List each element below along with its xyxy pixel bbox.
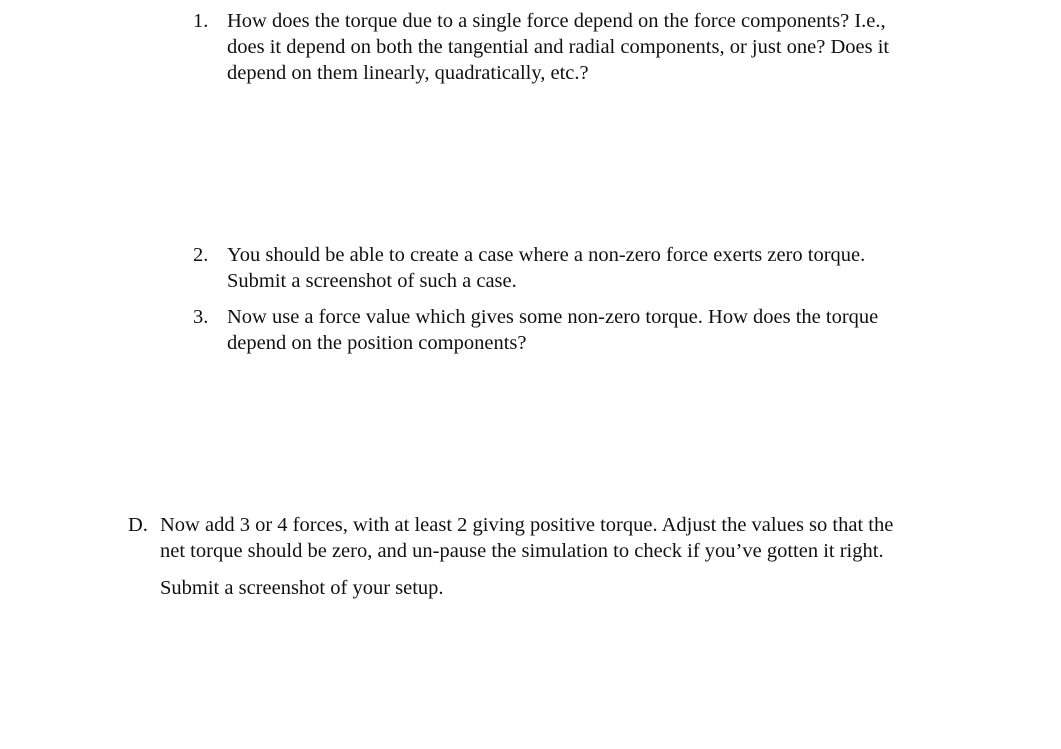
question-line: depend on the position components? bbox=[227, 332, 527, 354]
question-text bbox=[227, 242, 865, 294]
section-text bbox=[160, 512, 893, 564]
section-line: Now add 3 or 4 forces, with at least 2 giving positive torque. Adjust the values so that the bbox=[160, 514, 894, 536]
section-line: net torque should be zero, and un-pause the simulation to check if you’ve gotten it right. bbox=[160, 540, 884, 562]
section-d-submit-note: Submit a screenshot of your setup. bbox=[160, 577, 444, 599]
question-line: Now use a force value which gives some non-zero torque. How does the torque bbox=[227, 306, 879, 328]
question-line: depend on them linearly, quadratically, etc.? bbox=[227, 62, 589, 84]
question-text bbox=[227, 304, 878, 356]
section-letter: D. bbox=[128, 514, 148, 536]
question-text bbox=[227, 8, 889, 86]
question-number: 3. bbox=[193, 306, 209, 328]
question-number: 2. bbox=[193, 244, 209, 266]
question-line: You should be able to create a case where a non-zero force exerts zero torque. bbox=[227, 244, 866, 266]
question-line: does it depend on both the tangential and radial components, or just one? Does it bbox=[227, 36, 890, 58]
question-line: How does the torque due to a single force depend on the force components? I.e., bbox=[227, 10, 886, 32]
question-line: Submit a screenshot of such a case. bbox=[227, 270, 517, 292]
question-number: 1. bbox=[193, 10, 209, 32]
